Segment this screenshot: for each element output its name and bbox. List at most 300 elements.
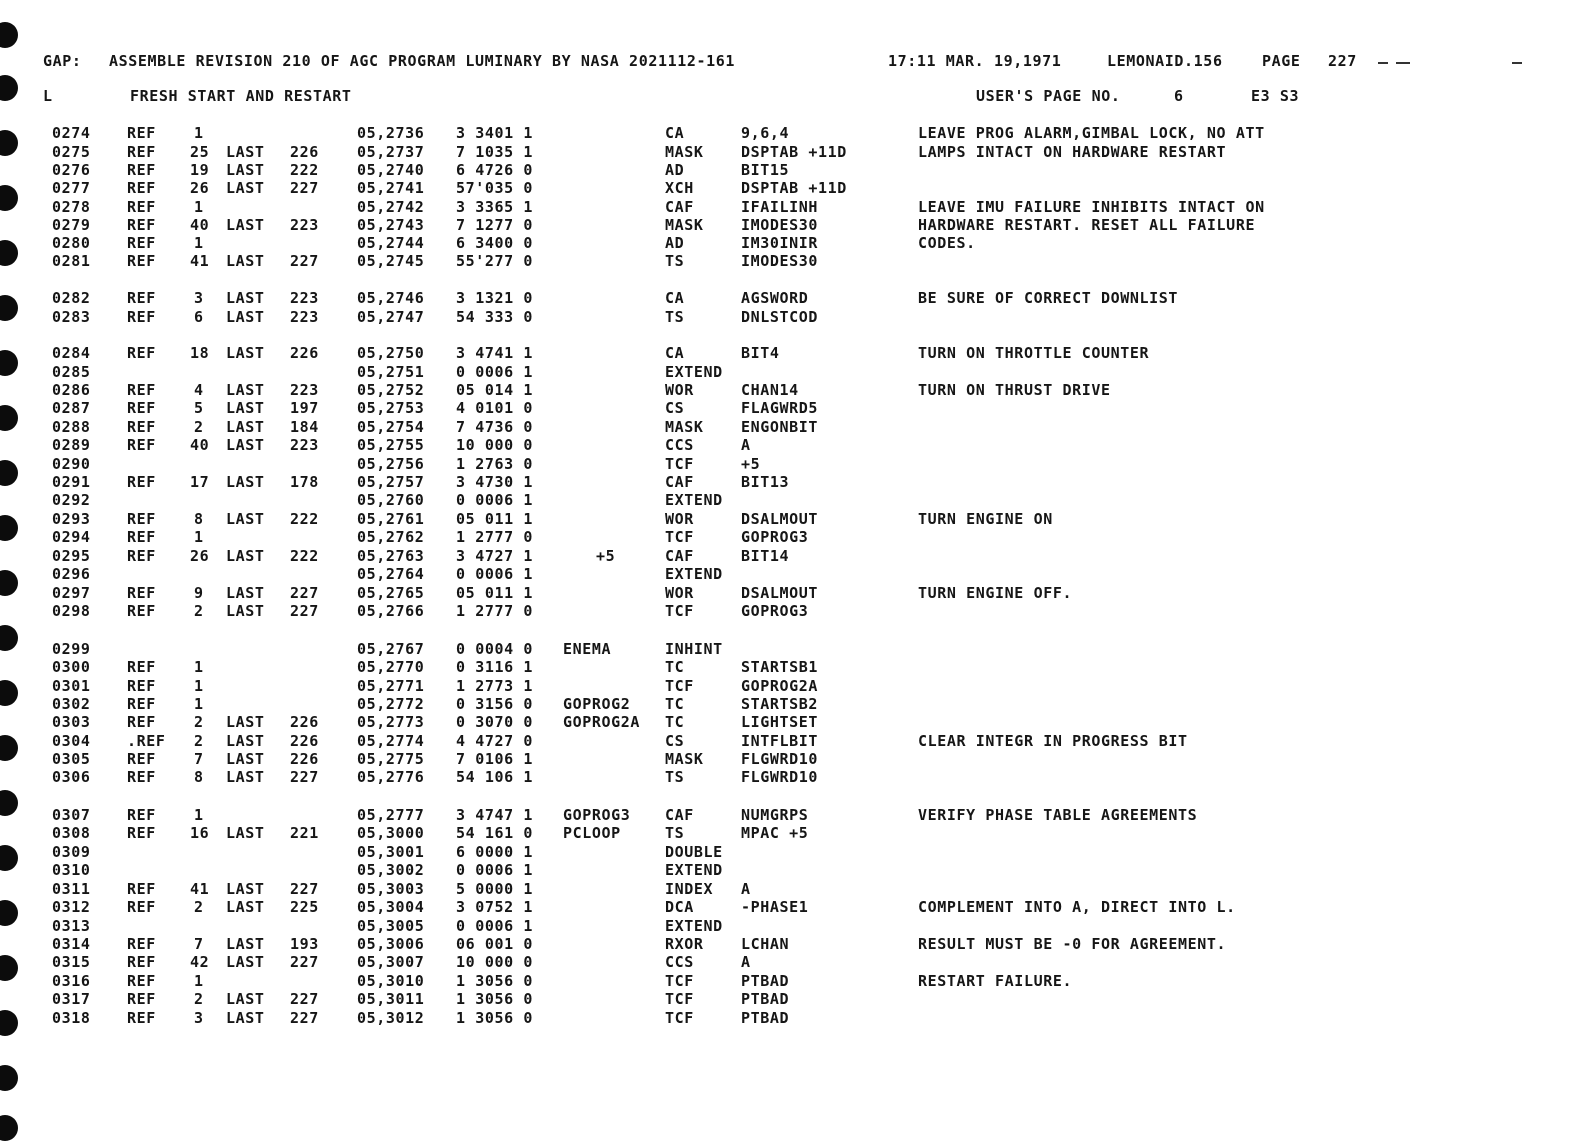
operand: FLGWRD10 <box>741 750 819 768</box>
machine-code: 7 1277 0 <box>456 216 534 234</box>
listing-row <box>0 917 1585 935</box>
ref-count: 2 <box>194 418 204 436</box>
last-label: LAST <box>226 1009 265 1027</box>
ref-count: 8 <box>194 768 204 786</box>
statement-label: PCLOOP <box>563 824 621 842</box>
machine-code: 54 333 0 <box>456 308 534 326</box>
machine-code: 3 4741 1 <box>456 344 534 362</box>
ref-label: REF <box>127 473 156 491</box>
memory-address: 05,2766 <box>357 602 425 620</box>
line-number: 0287 <box>52 399 91 417</box>
last-label: LAST <box>226 510 265 528</box>
listing-row <box>0 990 1585 1008</box>
ref-count: 7 <box>194 750 204 768</box>
opcode: EXTEND <box>665 861 723 879</box>
memory-address: 05,3004 <box>357 898 425 916</box>
line-number: 0302 <box>52 695 91 713</box>
last-number: 226 <box>290 344 319 362</box>
ref-label: REF <box>127 713 156 731</box>
header-dash <box>1396 62 1410 64</box>
ref-count: 2 <box>194 713 204 731</box>
opcode: TCF <box>665 602 694 620</box>
machine-code: 7 0106 1 <box>456 750 534 768</box>
ref-count: 40 <box>190 216 210 234</box>
listing-row <box>0 161 1585 179</box>
listing-row <box>0 953 1585 971</box>
listing-row <box>0 436 1585 454</box>
listing-row <box>0 806 1585 824</box>
section-title: FRESH START AND RESTART <box>130 87 352 105</box>
opcode: WOR <box>665 381 694 399</box>
line-number: 0294 <box>52 528 91 546</box>
last-number: 227 <box>290 953 319 971</box>
machine-code: 4 0101 0 <box>456 399 534 417</box>
ref-count: 26 <box>190 547 210 565</box>
machine-code: 7 1035 1 <box>456 143 534 161</box>
opcode: MASK <box>665 750 704 768</box>
last-label: LAST <box>226 161 265 179</box>
machine-code: 1 3056 0 <box>456 972 534 990</box>
machine-code: 6 3400 0 <box>456 234 534 252</box>
line-number: 0289 <box>52 436 91 454</box>
ref-label: REF <box>127 750 156 768</box>
ref-count: 2 <box>194 602 204 620</box>
operand: PTBAD <box>741 1009 790 1027</box>
line-number: 0317 <box>52 990 91 1008</box>
operand: BIT15 <box>741 161 790 179</box>
line-number: 0307 <box>52 806 91 824</box>
comment: CLEAR INTEGR IN PROGRESS BIT <box>918 732 1188 750</box>
line-number: 0310 <box>52 861 91 879</box>
machine-code: 1 2777 0 <box>456 528 534 546</box>
last-number: 227 <box>290 990 319 1008</box>
opcode: CAF <box>665 806 694 824</box>
opcode: CS <box>665 399 685 417</box>
ref-count: 41 <box>190 252 210 270</box>
last-label: LAST <box>226 216 265 234</box>
listing-row <box>0 843 1585 861</box>
last-number: 227 <box>290 179 319 197</box>
machine-code: 1 2763 0 <box>456 455 534 473</box>
listing-row <box>0 750 1585 768</box>
punch-hole <box>0 1065 18 1091</box>
memory-address: 05,3011 <box>357 990 425 1008</box>
last-label: LAST <box>226 308 265 326</box>
machine-code: 0 3116 1 <box>456 658 534 676</box>
operand: BIT4 <box>741 344 780 362</box>
memory-address: 05,2776 <box>357 768 425 786</box>
listing-row <box>0 1009 1585 1027</box>
memory-address: 05,2752 <box>357 381 425 399</box>
memory-address: 05,3005 <box>357 917 425 935</box>
listing-row <box>0 510 1585 528</box>
listing-row <box>0 677 1585 695</box>
memory-address: 05,2754 <box>357 418 425 436</box>
opcode: TCF <box>665 677 694 695</box>
listing-row <box>0 880 1585 898</box>
line-number: 0291 <box>52 473 91 491</box>
line-number: 0315 <box>52 953 91 971</box>
opcode: CA <box>665 289 685 307</box>
ref-label: REF <box>127 806 156 824</box>
operand: BIT13 <box>741 473 790 491</box>
operand: FLGWRD10 <box>741 768 819 786</box>
memory-address: 05,2761 <box>357 510 425 528</box>
ref-count: 5 <box>194 399 204 417</box>
operand: DSPTAB +11D <box>741 143 847 161</box>
line-number: 0278 <box>52 198 91 216</box>
last-label: LAST <box>226 602 265 620</box>
machine-code: 0 3156 0 <box>456 695 534 713</box>
opcode: MASK <box>665 216 704 234</box>
last-label: LAST <box>226 252 265 270</box>
listing-row <box>0 216 1585 234</box>
last-number: 226 <box>290 713 319 731</box>
ref-label: REF <box>127 935 156 953</box>
ref-label: REF <box>127 1009 156 1027</box>
operand: A <box>741 953 751 971</box>
line-number: 0282 <box>52 289 91 307</box>
comment: COMPLEMENT INTO A, DIRECT INTO L. <box>918 898 1236 916</box>
ref-count: 8 <box>194 510 204 528</box>
last-label: LAST <box>226 179 265 197</box>
section-marker: L <box>43 87 53 105</box>
machine-code: 54 106 1 <box>456 768 534 786</box>
opcode: TCF <box>665 990 694 1008</box>
comment: RESULT MUST BE -0 FOR AGREEMENT. <box>918 935 1227 953</box>
ref-label: REF <box>127 198 156 216</box>
opcode: AD <box>665 234 685 252</box>
operand: AGSWORD <box>741 289 809 307</box>
header-dash <box>1512 62 1522 64</box>
punch-hole <box>0 1115 18 1141</box>
line-number: 0313 <box>52 917 91 935</box>
line-number: 0292 <box>52 491 91 509</box>
memory-address: 05,3000 <box>357 824 425 842</box>
last-number: 223 <box>290 381 319 399</box>
memory-address: 05,2741 <box>357 179 425 197</box>
last-number: 222 <box>290 510 319 528</box>
memory-address: 05,2736 <box>357 124 425 142</box>
ref-count: 18 <box>190 344 210 362</box>
ref-label: .REF <box>127 732 166 750</box>
machine-code: 3 4747 1 <box>456 806 534 824</box>
ref-label: REF <box>127 898 156 916</box>
operand: IMODES30 <box>741 252 819 270</box>
opcode: XCH <box>665 179 694 197</box>
last-number: 222 <box>290 161 319 179</box>
ref-count: 17 <box>190 473 210 491</box>
ref-label: REF <box>127 234 156 252</box>
ref-label: REF <box>127 972 156 990</box>
listing-row <box>0 602 1585 620</box>
listing-row <box>0 124 1585 142</box>
operand: DNLSTCOD <box>741 308 819 326</box>
memory-address: 05,2775 <box>357 750 425 768</box>
memory-address: 05,2747 <box>357 308 425 326</box>
comment: LEAVE IMU FAILURE INHIBITS INTACT ON <box>918 198 1265 216</box>
memory-address: 05,2773 <box>357 713 425 731</box>
ref-label: REF <box>127 418 156 436</box>
memory-address: 05,2765 <box>357 584 425 602</box>
assembly-title: ASSEMBLE REVISION 210 OF AGC PROGRAM LUMINARY BY NASA 2021112-161 <box>109 52 735 70</box>
memory-address: 05,2763 <box>357 547 425 565</box>
last-label: LAST <box>226 436 265 454</box>
ref-label: REF <box>127 143 156 161</box>
punch-hole <box>0 22 18 48</box>
last-number: 222 <box>290 547 319 565</box>
memory-address: 05,2755 <box>357 436 425 454</box>
last-number: 225 <box>290 898 319 916</box>
operand: IMODES30 <box>741 216 819 234</box>
operand: IFAILINH <box>741 198 819 216</box>
ref-label: REF <box>127 179 156 197</box>
memory-address: 05,2777 <box>357 806 425 824</box>
line-number: 0298 <box>52 602 91 620</box>
opcode: INHINT <box>665 640 723 658</box>
comment: VERIFY PHASE TABLE AGREEMENTS <box>918 806 1198 824</box>
line-number: 0293 <box>52 510 91 528</box>
listing-row <box>0 713 1585 731</box>
operand: STARTSB1 <box>741 658 819 676</box>
last-label: LAST <box>226 713 265 731</box>
line-number: 0308 <box>52 824 91 842</box>
machine-code: 4 4727 0 <box>456 732 534 750</box>
ref-label: REF <box>127 824 156 842</box>
last-label: LAST <box>226 935 265 953</box>
operand: IM30INIR <box>741 234 819 252</box>
operand: DSPTAB +11D <box>741 179 847 197</box>
operand: ENGONBIT <box>741 418 819 436</box>
ref-count: 2 <box>194 898 204 916</box>
ref-count: 4 <box>194 381 204 399</box>
ref-label: REF <box>127 880 156 898</box>
ref-count: 42 <box>190 953 210 971</box>
last-number: 226 <box>290 750 319 768</box>
ref-count: 9 <box>194 584 204 602</box>
comment: RESTART FAILURE. <box>918 972 1073 990</box>
opcode: TCF <box>665 1009 694 1027</box>
memory-address: 05,2740 <box>357 161 425 179</box>
memory-address: 05,3007 <box>357 953 425 971</box>
line-number: 0299 <box>52 640 91 658</box>
line-number: 0314 <box>52 935 91 953</box>
line-number: 0311 <box>52 880 91 898</box>
operand: LCHAN <box>741 935 790 953</box>
memory-address: 05,2762 <box>357 528 425 546</box>
last-label: LAST <box>226 732 265 750</box>
machine-code: 5 0000 1 <box>456 880 534 898</box>
operand: BIT14 <box>741 547 790 565</box>
ref-count: 1 <box>194 124 204 142</box>
memory-address: 05,2753 <box>357 399 425 417</box>
opcode: TS <box>665 824 685 842</box>
machine-code: 3 3401 1 <box>456 124 534 142</box>
operand: -PHASE1 <box>741 898 809 916</box>
machine-code: 0 0006 1 <box>456 363 534 381</box>
ref-count: 1 <box>194 658 204 676</box>
machine-code: 1 2773 1 <box>456 677 534 695</box>
line-number: 0304 <box>52 732 91 750</box>
operand: GOPROG2A <box>741 677 819 695</box>
machine-code: 0 0004 0 <box>456 640 534 658</box>
ref-label: REF <box>127 953 156 971</box>
line-number: 0286 <box>52 381 91 399</box>
line-number: 0276 <box>52 161 91 179</box>
listing-row <box>0 972 1585 990</box>
memory-address: 05,2737 <box>357 143 425 161</box>
listing-row <box>0 824 1585 842</box>
ref-count: 40 <box>190 436 210 454</box>
machine-code: 3 4730 1 <box>456 473 534 491</box>
ref-count: 6 <box>194 308 204 326</box>
last-label: LAST <box>226 880 265 898</box>
comment: LEAVE PROG ALARM,GIMBAL LOCK, NO ATT <box>918 124 1265 142</box>
last-number: 227 <box>290 584 319 602</box>
listing-row <box>0 898 1585 916</box>
last-label: LAST <box>226 898 265 916</box>
machine-code: 0 3070 0 <box>456 713 534 731</box>
statement-label: GOPROG2 <box>563 695 631 713</box>
last-label: LAST <box>226 143 265 161</box>
last-label: LAST <box>226 768 265 786</box>
ref-count: 2 <box>194 990 204 1008</box>
listing-row <box>0 252 1585 270</box>
operand: INTFLBIT <box>741 732 819 750</box>
ref-count: 1 <box>194 677 204 695</box>
operand: 9,6,4 <box>741 124 790 142</box>
machine-code: 54 161 0 <box>456 824 534 842</box>
listing-row <box>0 491 1585 509</box>
last-label: LAST <box>226 547 265 565</box>
opcode: CAF <box>665 547 694 565</box>
opcode: EXTEND <box>665 565 723 583</box>
statement-label: ENEMA <box>563 640 612 658</box>
listing-row <box>0 198 1585 216</box>
operand: CHAN14 <box>741 381 799 399</box>
listing-row <box>0 381 1585 399</box>
last-label: LAST <box>226 344 265 362</box>
last-label: LAST <box>226 953 265 971</box>
opcode: AD <box>665 161 685 179</box>
ref-label: REF <box>127 308 156 326</box>
line-number: 0306 <box>52 768 91 786</box>
ref-label: REF <box>127 216 156 234</box>
machine-code: 3 3365 1 <box>456 198 534 216</box>
section-codes: E3 S3 <box>1251 87 1300 105</box>
listing-row <box>0 584 1585 602</box>
opcode: RXOR <box>665 935 704 953</box>
listing-row <box>0 363 1585 381</box>
memory-address: 05,3010 <box>357 972 425 990</box>
machine-code: 1 3056 0 <box>456 990 534 1008</box>
memory-address: 05,2743 <box>357 216 425 234</box>
last-label: LAST <box>226 584 265 602</box>
last-number: 227 <box>290 768 319 786</box>
listing-row <box>0 695 1585 713</box>
opcode: EXTEND <box>665 363 723 381</box>
comment: TURN ON THRUST DRIVE <box>918 381 1111 399</box>
machine-code: 10 000 0 <box>456 436 534 454</box>
operand: A <box>741 880 751 898</box>
machine-code: 0 0006 1 <box>456 861 534 879</box>
operand: MPAC +5 <box>741 824 809 842</box>
last-number: 226 <box>290 732 319 750</box>
last-label: LAST <box>226 473 265 491</box>
ref-label: REF <box>127 602 156 620</box>
last-number: 223 <box>290 308 319 326</box>
opcode: CA <box>665 344 685 362</box>
listing-row <box>0 547 1585 565</box>
users-page-label: USER'S PAGE NO. <box>976 87 1121 105</box>
operand: GOPROG3 <box>741 528 809 546</box>
opcode: MASK <box>665 143 704 161</box>
ref-label: REF <box>127 436 156 454</box>
listing-row <box>0 143 1585 161</box>
ref-count: 2 <box>194 732 204 750</box>
line-number: 0295 <box>52 547 91 565</box>
last-number: 223 <box>290 216 319 234</box>
operand: PTBAD <box>741 990 790 1008</box>
last-number: 184 <box>290 418 319 436</box>
machine-code: 7 4736 0 <box>456 418 534 436</box>
last-number: 223 <box>290 289 319 307</box>
opcode: TCF <box>665 972 694 990</box>
memory-address: 05,3001 <box>357 843 425 861</box>
last-number: 227 <box>290 252 319 270</box>
ref-label: REF <box>127 399 156 417</box>
opcode: CA <box>665 124 685 142</box>
operand: STARTSB2 <box>741 695 819 713</box>
opcode: CAF <box>665 198 694 216</box>
memory-address: 05,2746 <box>357 289 425 307</box>
memory-address: 05,3003 <box>357 880 425 898</box>
line-number: 0301 <box>52 677 91 695</box>
assembly-build: LEMONAID.156 <box>1107 52 1223 70</box>
listing-row <box>0 179 1585 197</box>
machine-code: 10 000 0 <box>456 953 534 971</box>
ref-count: 3 <box>194 1009 204 1027</box>
last-number: 178 <box>290 473 319 491</box>
last-label: LAST <box>226 990 265 1008</box>
last-label: LAST <box>226 289 265 307</box>
listing-row <box>0 640 1585 658</box>
opcode: CCS <box>665 436 694 454</box>
ref-label: REF <box>127 124 156 142</box>
last-number: 193 <box>290 935 319 953</box>
operand: LIGHTSET <box>741 713 819 731</box>
users-page-number: 6 <box>1174 87 1184 105</box>
memory-address: 05,2744 <box>357 234 425 252</box>
comment: BE SURE OF CORRECT DOWNLIST <box>918 289 1179 307</box>
listing-row <box>0 935 1585 953</box>
ref-count: 3 <box>194 289 204 307</box>
line-number: 0275 <box>52 143 91 161</box>
ref-count: 1 <box>194 528 204 546</box>
line-number: 0309 <box>52 843 91 861</box>
operand: NUMGRPS <box>741 806 809 824</box>
listing-row <box>0 473 1585 491</box>
ref-label: REF <box>127 161 156 179</box>
memory-address: 05,2771 <box>357 677 425 695</box>
machine-code: 06 001 0 <box>456 935 534 953</box>
last-number: 227 <box>290 880 319 898</box>
machine-code: 0 0006 1 <box>456 491 534 509</box>
machine-code: 3 0752 1 <box>456 898 534 916</box>
header-dash <box>1378 62 1388 64</box>
comment: TURN ON THROTTLE COUNTER <box>918 344 1150 362</box>
ref-count: 7 <box>194 935 204 953</box>
